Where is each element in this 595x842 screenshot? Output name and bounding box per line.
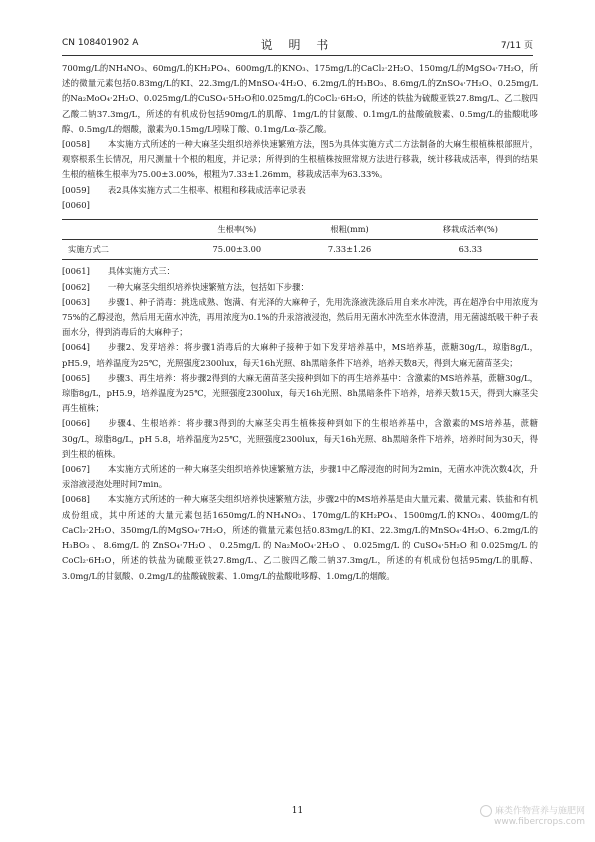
table-cell: 7.33±1.26: [327, 244, 372, 255]
paragraph-0066: [62, 416, 538, 462]
paragraph-text: 步骤2、发芽培养：将步骤1消毒后的大麻种子接种于如下发芽培养基中，MS培养基，蔗糖30g/L，琼脂8g/L，pH5.9，培养温度为25℃，光照强度2300lux，每天16h光照、8h黑暗条件下培养，培养天数8天，得到大麻无菌苗茎尖；: [62, 342, 538, 368]
paragraph-text: 步骤1、种子消毒：挑选成熟、饱满、有光泽的大麻种子，先用洗涤液洗涤后用自来水冲洗，再在超净台中用浓度为75%的乙醇浸泡，然后用无菌水冲洗，再用浓度为0.1%的升汞溶液浸泡，然后用无菌水冲洗至水体澄清，用无菌滤纸吸干种子表面水分，得到消毒后的大麻种子；: [62, 296, 538, 338]
paragraph-number: [0065]: [62, 372, 90, 383]
paragraph-number: [0058]: [62, 139, 90, 150]
paragraph-0058: [62, 137, 538, 183]
table-row: [62, 240, 538, 260]
paragraph-0068: [62, 492, 538, 583]
watermark-site-name: 麻类作物营养与施肥网: [494, 806, 585, 816]
page-header: [62, 36, 533, 50]
table-caption: 表2具体实施方式二生根率、根粗和移栽成活率记录表: [107, 184, 306, 195]
paragraph-number: [0064]: [62, 342, 90, 353]
table-header-cell: 根粗(mm): [330, 224, 369, 235]
paragraph-text: 步骤3、再生培养：将步骤2得到的大麻无菌苗茎尖接种到如下的再生培养基中：含激素的MS培养基，蔗糖30g/L，琼脂8g/L，pH5.9，培养温度为25℃，光照强度2300lux，每天16h光照、8h黑暗条件下培养，培养天数15天，得到大麻茎尖再生植株；: [62, 372, 538, 414]
paragraph-text: 本实施方式所述的一种大麻茎尖组织培养快速繁殖方法，图5为具体实施方式二方法制备的大麻生根植株根部照片，观察根系生长情况，用尺测量十个根的粗度，并记录；所得到的生根植株按照常规方法进行移栽，统计移栽成活率，得到的结果生根的植株生根率为75.00±3.00%，根粗为7.33±1.26mm，移栽成活率为63.33%。: [62, 139, 538, 180]
paragraph-number: [0061]: [62, 266, 90, 277]
document-body: [62, 61, 538, 584]
paragraph-0059: [62, 183, 538, 198]
watermark-url: www.fibercrops.com: [494, 817, 585, 827]
watermark-logo-icon: [480, 805, 492, 817]
paragraph-number: [0060]: [62, 199, 90, 210]
paragraph-text: 一种大麻茎尖组织培养快速繁殖方法，包括如下步骤：: [107, 281, 309, 292]
paragraph-number: [0062]: [62, 281, 90, 292]
watermark: [480, 805, 585, 829]
paragraph-text: 步骤4、生根培养：将步骤3得到的大麻茎尖再生植株接种到如下的生根培养基中，含激素的MS培养基，蔗糖30g/L，琼脂8g/L，pH 5.8，培养温度为25℃，光照强度2300lux，每天16h光照、8h黑暗条件下培养，培养时间为30天，得到生根的植株。: [62, 418, 538, 459]
publication-number: CN 108401902 A: [62, 38, 139, 48]
paragraph-0067: [62, 462, 538, 492]
table-cell: 实施方式二: [68, 244, 109, 255]
paragraph-0063: [62, 295, 538, 341]
page-number: 11: [291, 806, 304, 816]
paragraph-number: [0067]: [62, 464, 90, 475]
header-rule: [62, 55, 533, 56]
paragraph-continued: [62, 61, 538, 137]
paragraph-0061: [62, 264, 538, 279]
table-header-cell: [62, 220, 177, 240]
paragraph-text: 700mg/L的NH₄NO₃、60mg/L的KH₂PO₄、600mg/L的KNO₃、175mg/L的CaCl₂·2H₂O、150mg/L的MgSO₄·7H₂O，所述的微量元素包括0.83mg/L的KI、22.3mg/L的MnSO₄·4H₂O、6.2mg/L的H₃BO₃、8.6mg/L的ZnSO₄·7H₂O、0.25mg/L的Na₂MoO₄·2H₂O、0.025mg/L的CuSO₄·5H₂O和0.025mg/L的CoCl₂·6H₂O，所述的铁盐为硫酸亚铁27.8mg/L、乙二胺四乙酸二钠37.3mg/L，所述的有机成份包括90mg/L的肌醇、1mg/L的甘氨酸、0.1mg/L的盐酸硫胺素、0.5mg/L的盐酸吡哆醇、0.5mg/L的烟酸，激素为0.15mg/L吲哚丁酸、0.1mg/Lα-萘乙酸。: [62, 63, 538, 134]
paragraph-text: 本实施方式所述的一种大麻茎尖组织培养快速繁殖方法，步骤2中的MS培养基是由大量元素、微量元素、铁盐和有机成份组成，其中所述的大量元素包括1650mg/L的NH₄NO₃、170mg/L的KH₂PO₄、1500mg/L的KNO₃、400mg/L的CaCl₂·2H₂O、350mg/L的MgSO₄·7H₂O，所述的微量元素包括0.83mg/L的KI、22.3mg/L的MnSO₄·4H₂O、6.2mg/L的H₃BO₃、8.6mg/L的ZnSO₄·7H₂O、0.25mg/L的Na₂MoO₄·2H₂O、0.025mg/L的CuSO₄·5H₂O和0.025mg/L的CoCl₂·6H₂O，所述的铁盐为硫酸亚铁27.8mg/L、乙二胺四乙酸二钠37.3mg/L，所述的有机成份包括95mg/L的肌醇、3.0mg/L的甘氨酸、0.2mg/L的盐酸硫胺素、1.0mg/L的盐酸吡哆醇、1.0mg/L的烟酸。: [62, 494, 538, 581]
table-header-cell: 移栽成活率(%): [442, 224, 498, 235]
table-header-cell: 生根率(%): [217, 224, 257, 235]
results-table: [62, 219, 538, 260]
table-cell: 75.00±3.00: [212, 244, 262, 255]
paragraph-text: 本实施方式所述的一种大麻茎尖组织培养快速繁殖方法，步骤1中乙醇浸泡的时间为2min，无菌水冲洗次数4次，升汞溶液浸泡处理时间7min。: [62, 464, 538, 490]
paragraph-text: 具体实施方式三：: [107, 266, 175, 277]
paragraph-number: [0066]: [62, 418, 90, 429]
paragraph-0060: [62, 198, 538, 213]
paragraph-number: [0063]: [62, 296, 90, 307]
document-title: 说 明 书: [260, 38, 335, 52]
paragraph-number: [0068]: [62, 494, 90, 505]
paragraph-0064: [62, 340, 538, 370]
table-header-row: [62, 220, 538, 240]
paragraph-number: [0059]: [62, 184, 90, 195]
paragraph-0065: [62, 371, 538, 417]
table-cell: 63.33: [458, 244, 483, 255]
page-count: 7/11 页: [500, 41, 533, 51]
paragraph-0062: [62, 280, 538, 295]
